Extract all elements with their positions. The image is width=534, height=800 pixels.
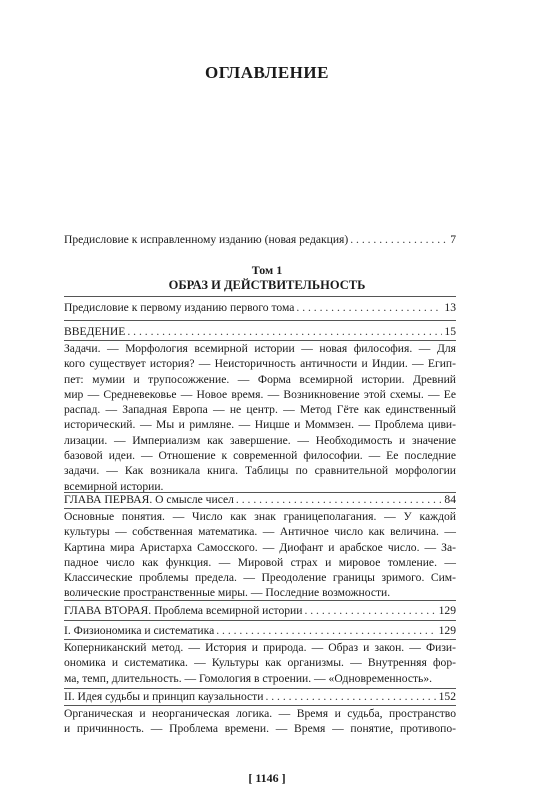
desc-line: Основные понятия. — Число как знак границеполагания. — У каждой <box>64 510 456 523</box>
desc-line: и причинность. — Проблема времени. — Время — понятие, противопо- <box>64 722 456 736</box>
toc-entry-preface-revised[interactable] <box>64 232 456 247</box>
toc-entry-label: I. Физиономика и систематика <box>64 624 215 637</box>
desc-line: волические пространственные миры. — Последние возможности. <box>64 586 391 600</box>
desc-line: исторический. — Мы и римляне. — Ницше и Моммзен. — Проблема циви- <box>64 418 456 432</box>
desc-line: Задачи. — Морфология всемирной истории — новая философия. — Для <box>64 342 456 355</box>
leader-dots <box>265 689 436 704</box>
desc-line: базовой идеи. — Отношение к современной философии. — Ее последние <box>64 449 456 463</box>
toc-entry-label: Предисловие к исправленному изданию (новая редакция) <box>64 233 349 246</box>
desc-line: задачи. — Как возникала книга. Таблицы по сравнительной морфологии <box>64 464 456 478</box>
desc-line: падное число как функция. — Мировой страх и мировое томление. — <box>64 555 456 569</box>
desc-line: кого существует история? — Неисторичность античности и Индии. — Егип- <box>64 357 456 371</box>
leader-dots <box>127 324 442 339</box>
divider <box>64 296 456 297</box>
volume-number: Том 1 <box>251 263 283 277</box>
desc-line: всемирной истории. <box>64 479 164 493</box>
toc-entry-section-1[interactable] <box>64 623 456 638</box>
leader-dots <box>236 492 442 507</box>
toc-entry-page: 129 <box>438 624 456 637</box>
toc-entry-label: II. Идея судьбы и принцип каузальности <box>64 690 264 703</box>
leader-dots <box>350 232 448 247</box>
toc-entry-label: ВВЕДЕНИЕ <box>64 325 126 338</box>
desc-line: Картина мира Аристарха Самосского. — Диофант и арабское число. — За- <box>64 540 456 554</box>
desc-line: Классические проблемы предела. — Преодоление границы зримого. Сим- <box>64 571 456 585</box>
desc-line: Коперниканский метод. — История и природа. — Образ и закон. — Физи- <box>64 641 456 654</box>
toc-entry-page: 15 <box>444 325 456 338</box>
section-2-description <box>64 706 456 737</box>
toc-entry-page: 84 <box>444 493 456 506</box>
leader-dots <box>304 603 436 618</box>
leader-dots <box>296 300 442 315</box>
toc-entry-chapter-2[interactable] <box>64 603 456 618</box>
toc-entry-label: ГЛАВА ВТОРАЯ. Проблема всемирной истории <box>64 604 303 617</box>
desc-line: культуры — собственная математика. — Античное число как величина. — <box>64 525 456 539</box>
toc-entry-page: 13 <box>444 301 456 314</box>
divider <box>64 600 456 601</box>
toc-entry-preface-first[interactable] <box>64 300 456 315</box>
desc-line: мир — Средневековье — Новое время. — Возникновение этой схемы. — Ее <box>64 387 456 401</box>
desc-line: пет: мумии и трупосожжение. — Форма всемирной истории. Древний <box>64 372 456 386</box>
chapter-1-description <box>64 509 456 601</box>
intro-description <box>64 341 456 494</box>
toc-entry-page: 7 <box>450 233 456 246</box>
desc-line: Органическая и неорганическая логика. — Время и судьба, пространство <box>64 707 456 720</box>
divider <box>64 320 456 321</box>
desc-line: ономика и систематика. — Культуры как организмы. — Внутренняя фор- <box>64 656 456 670</box>
divider <box>64 620 456 621</box>
volume-title: ОБРАЗ И ДЕЙСТВИТЕЛЬНОСТЬ <box>168 278 366 292</box>
toc-entry-section-2[interactable] <box>64 689 456 704</box>
toc-entry-label: Предисловие к первому изданию первого тома <box>64 301 295 314</box>
desc-line: лизации. — Империализм как завершение. — Необходимость и значение <box>64 433 456 447</box>
toc-entry-label: ГЛАВА ПЕРВАЯ. О смысле чисел <box>64 493 234 506</box>
section-1-description <box>64 640 456 686</box>
desc-line: распад. — Западная Европа — не центр. — Метод Гёте как единственный <box>64 403 456 417</box>
leader-dots <box>216 623 436 638</box>
desc-line: ма, темп, длительность. — Гомология в строении. — «Одновременность». <box>64 671 433 685</box>
page-title: ОГЛАВЛЕНИЕ <box>205 63 329 82</box>
toc-entry-chapter-1[interactable] <box>64 492 456 507</box>
page-number: [ 1146 ] <box>248 771 286 785</box>
toc-entry-page: 152 <box>438 690 456 703</box>
toc-entry-page: 129 <box>438 604 456 617</box>
toc-entry-intro[interactable] <box>64 324 456 339</box>
